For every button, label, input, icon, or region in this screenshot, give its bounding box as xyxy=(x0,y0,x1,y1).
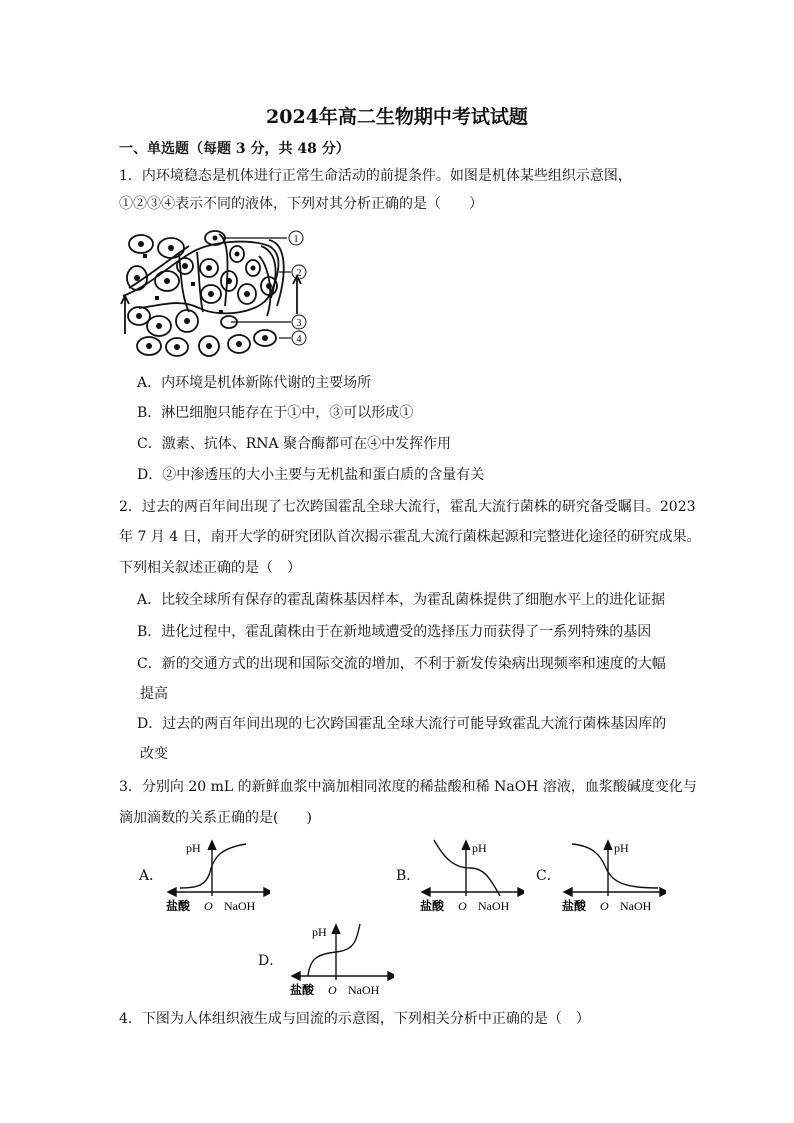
q2-option-d-line1: D．过去的两百年间出现的七次跨国霍乱全球大流行可能导致霍乱大流行菌株基因库的 xyxy=(137,716,667,732)
q3-graph-b-ph: pH xyxy=(472,841,487,855)
q3-graph-a-letter: A． xyxy=(139,868,164,884)
q3-graph-d xyxy=(290,920,394,1000)
q3-graph-b-acid: 盐酸 xyxy=(420,899,445,913)
q3-graph-b xyxy=(420,838,524,916)
q2-stem-line2: 年 7 月 4 日，南开大学的研究团队首次揭示霍乱大流行菌株起源和完整进化途径的研究成果。 xyxy=(119,529,701,545)
svg-text:3: 3 xyxy=(296,318,302,329)
q3-graph-d-acid: 盐酸 xyxy=(290,983,315,997)
q3-graph-a-ph: pH xyxy=(186,841,201,855)
q2-option-b: B．进化过程中，霍乱菌株由于在新地域遭受的选择压力而获得了一系列特殊的基因 xyxy=(137,624,652,640)
q3-graph-d-letter: D． xyxy=(258,953,284,969)
q2-option-c-line2: 提高 xyxy=(140,686,168,702)
q2-stem-line1: 2．过去的两百年间出现了七次跨国霍乱全球大流行，霍乱大流行菌株的研究备受瞩目。2023 xyxy=(119,499,696,515)
q3-graph-b-letter: B． xyxy=(396,868,421,884)
q2-stem-line3: 下列相关叙述正确的是（ ） xyxy=(119,560,301,576)
q3-graph-c-letter: C． xyxy=(536,868,561,884)
section-heading: 一、单选题（每题 3 分，共 48 分） xyxy=(119,141,350,157)
q2-option-c-line1: C．新的交通方式的出现和国际交流的增加，不利于新发传染病出现频率和速度的大幅 xyxy=(137,656,666,672)
svg-text:1: 1 xyxy=(293,234,299,245)
q3-graph-a-naoh: NaOH xyxy=(224,899,256,913)
q3-graph-b-naoh: NaOH xyxy=(478,899,510,913)
q3-graph-d-origin: O xyxy=(328,983,337,997)
q3-graph-a-acid: 盐酸 xyxy=(166,899,191,913)
q3-stem-line2: 滴加滴数的关系正确的是( ) xyxy=(119,810,312,826)
q3-graph-c-origin: O xyxy=(600,899,609,913)
q3-graph-b-origin: O xyxy=(458,899,467,913)
q2-option-d-line2: 改变 xyxy=(140,746,168,762)
q1-stem-line2: ①②③④表示不同的液体，下列对其分析正确的是（ ） xyxy=(119,196,483,212)
svg-text:2: 2 xyxy=(296,268,302,279)
q3-graph-d-ph: pH xyxy=(312,925,327,939)
q3-graph-c-naoh: NaOH xyxy=(620,899,652,913)
q1-option-c: C．激素、抗体、RNA 聚合酶都可在④中发挥作用 xyxy=(137,436,452,452)
q3-stem-line1: 3．分别向 20 mL 的新鲜血浆中滴加相同浓度的稀盐酸和稀 NaOH 溶液，血浆酸碱度变化与 xyxy=(119,779,697,795)
q4-stem-line1: 4．下图为人体组织液生成与回流的示意图，下列相关分析中正确的是（ ） xyxy=(119,1011,590,1027)
q1-stem-line1: 1．内环境稳态是机体进行正常生命活动的前提条件。如图是机体某些组织示意图， xyxy=(119,168,632,184)
page-title: 2024年高二生物期中考试试题 xyxy=(266,106,528,128)
q3-graph-c-ph: pH xyxy=(614,841,629,855)
q1-tissue-figure xyxy=(119,226,319,361)
q3-graph-d-naoh: NaOH xyxy=(348,983,380,997)
svg-text:4: 4 xyxy=(296,334,302,345)
q1-option-b: B．淋巴细胞只能存在于①中，③可以形成① xyxy=(137,405,414,421)
q3-graph-a xyxy=(166,838,270,916)
q2-option-a: A．比较全球所有保存的霍乱菌株基因样本，为霍乱菌株提供了细胞水平上的进化证据 xyxy=(137,592,666,608)
q1-option-a: A．内环境是机体新陈代谢的主要场所 xyxy=(137,375,372,391)
q1-option-d: D．②中渗透压的大小主要与无机盐和蛋白质的含量有关 xyxy=(137,467,485,483)
q3-graph-a-origin: O xyxy=(204,899,213,913)
q3-graph-c-acid: 盐酸 xyxy=(562,899,587,913)
q3-graph-c xyxy=(562,838,666,916)
